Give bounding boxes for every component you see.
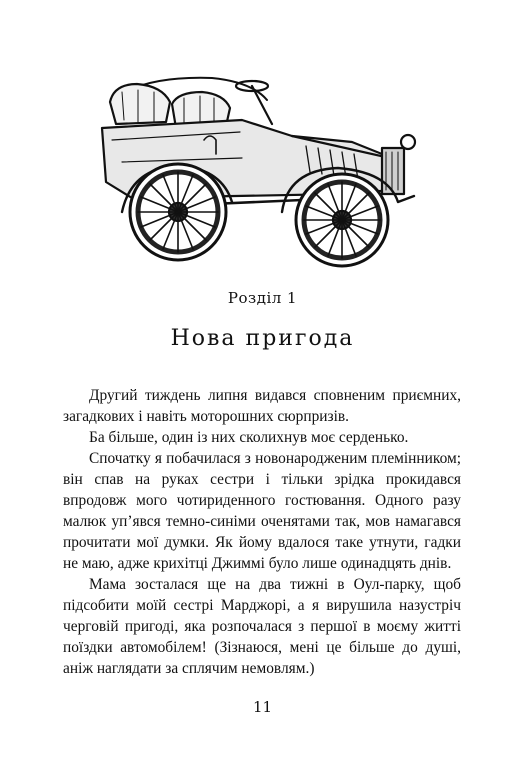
chapter-label: Розділ 1: [227, 289, 298, 307]
paragraph: Спочатку я побачилася з новонародженим племінником; він спав на руках сестри і тільки зрідка прокидався впродовж мого чотириденного гостювання. Одного разу малюк уп’явся темно-синіми оченятами так, мов намагався прочитати мої думки. Як йому вдалося таке утнути, гадки не маю, адже крихітці Джиммі було лише одинадцять днів.: [63, 450, 461, 572]
page-number: 11: [252, 698, 273, 716]
paragraph: Мама зосталася ще на два тижні в Оул-парку, щоб підсобити моїй сестрі Марджорі, а я вирушила назустріч черговій пригоді, яка розпочалася з першої в моєму житті поїздки автомобілем! (Зізнаюся, мені це більше до душі, аніж наглядати за сплячим немовлям.): [63, 576, 461, 677]
paragraph: Ба більше, один із них сколихнув моє серденько.: [89, 429, 409, 446]
chapter-title: Нова пригода: [170, 326, 355, 351]
paragraph: Другий тиждень липня видався сповненим приємних, загадкових і навіть моторошних сюрпризів.: [63, 387, 461, 425]
chapter-body: [63, 385, 461, 679]
vintage-car-icon: [92, 62, 428, 270]
